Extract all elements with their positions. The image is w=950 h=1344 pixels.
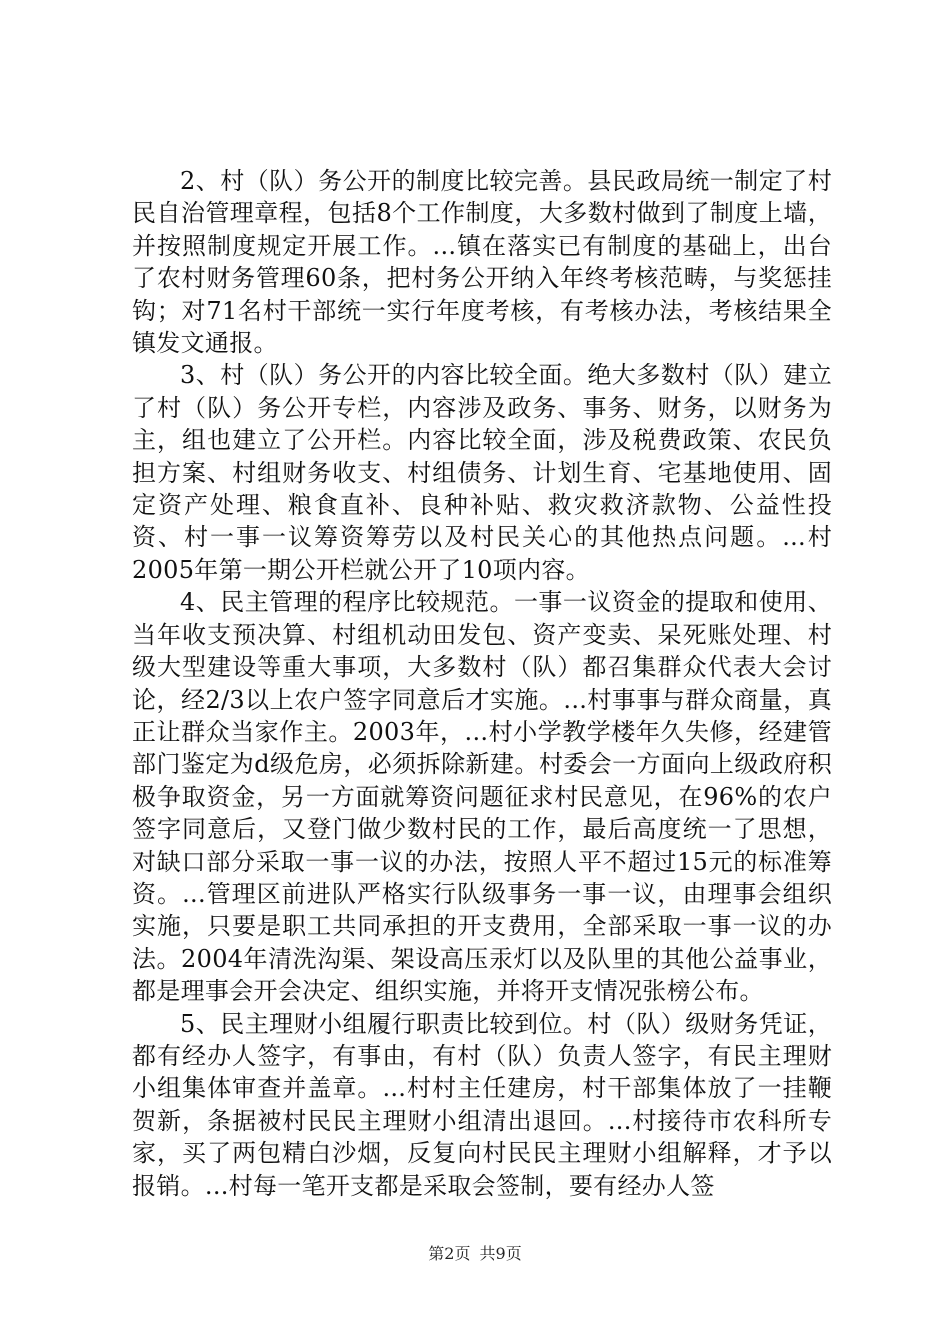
page-number: 第2页: [428, 1244, 471, 1263]
page-total: 共9页: [479, 1244, 522, 1263]
paragraph-2: 2、村（队）务公开的制度比较完善。县民政局统一制定了村民自治管理章程，包括8个工作制度，大多数村做到了制度上墙，并按照制度规定开展工作。...镇在落实已有制度的基础上，出台了农村财务管理60条，把村务公开纳入年终考核范畴，与奖惩挂钩；对71名村干部统一实行年度考核，有考核办法，考核结果全镇发文通报。: [132, 167, 832, 358]
paragraph-4: 4、民主管理的程序比较规范。一事一议资金的提取和使用、当年收支预决算、村组机动田发包、资产变卖、呆死账处理、村级大型建设等重大事项，大多数村（队）都召集群众代表大会讨论，经2/3以上农户签字同意后才实施。...村事事与群众商量，真正让群众当家作主。2003年，...村小学教学楼年久失修，经建管部门鉴定为d级危房，必须拆除新建。村委会一方面向上级政府积极争取资金，另一方面就筹资问题征求村民意见，在96%的农户签字同意后，又登门做少数村民的工作，最后高度统一了思想，对缺口部分采取一事一议的办法，按照人平不超过15元的标准筹资。...管理区前进队严格实行队级事务一事一议，由理事会组织实施，只要是职工共同承担的开支费用，全部采取一事一议的办法。2004年清洗沟渠、架设高压汞灯以及队里的其他公益事业，都是理事会开会决定、组织实施，并将开支情况张榜公布。: [132, 588, 832, 1006]
document-body: [132, 165, 832, 1202]
page-footer: [0, 1241, 950, 1264]
paragraph-5: 5、民主理财小组履行职责比较到位。村（队）级财务凭证，都有经办人签字，有事由，有村（队）负责人签字，有民主理财小组集体审查并盖章。...村村主任建房，村干部集体放了一挂鞭贺新，条据被村民民主理财小组清出退回。...村接待市农科所专家，买了两包精白沙烟，反复向村民民主理财小组解释，才予以报销。...村每一笔开支都是采取会签制，要有经办人签: [132, 1009, 832, 1200]
paragraph-3: 3、村（队）务公开的内容比较全面。绝大多数村（队）建立了村（队）务公开专栏，内容涉及政务、事务、财务，以财务为主，组也建立了公开栏。内容比较全面，涉及税费政策、农民负担方案、村组财务收支、村组债务、计划生育、宅基地使用、固定资产处理、粮食直补、良种补贴、救灾救济款物、公益性投资、村一事一议筹资筹劳以及村民关心的其他热点问题。...村2005年第一期公开栏就公开了10项内容。: [132, 361, 832, 584]
